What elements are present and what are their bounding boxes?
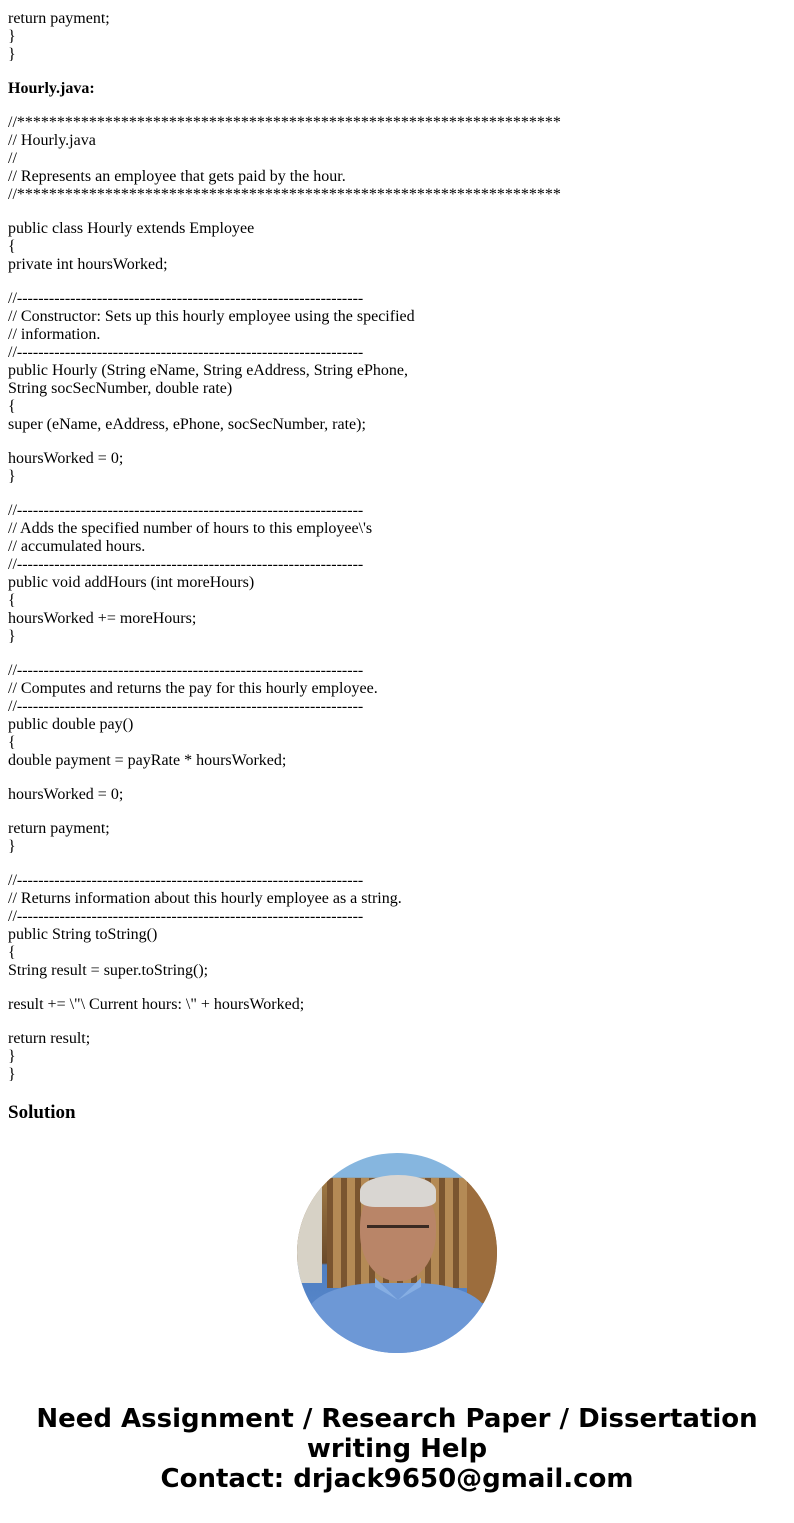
code-line: } (8, 1066, 16, 1083)
code-line: return result; (8, 1030, 91, 1047)
code-line: } (8, 46, 16, 63)
code-line: // Represents an employee that gets paid by the hour. (8, 168, 346, 185)
code-line: //----------------------------------------------------------------- (8, 698, 364, 715)
code-line: //----------------------------------------------------------------- (8, 502, 364, 519)
code-line: //----------------------------------------------------------------- (8, 344, 364, 361)
code-line: //******************************************************************** (8, 114, 561, 131)
code-line: // Adds the specified number of hours to this employee\'s (8, 520, 373, 537)
code-line: //----------------------------------------------------------------- (8, 662, 364, 679)
code-line: // Computes and returns the pay for this hourly employee. (8, 680, 378, 697)
promo-line-2: writing Help (306, 1434, 488, 1464)
code-line: { (8, 944, 16, 961)
code-line: // accumulated hours. (8, 538, 146, 555)
code-line: public void addHours (int moreHours) (8, 574, 255, 591)
code-line: return payment; (8, 10, 110, 27)
code-line: result += \"\ Current hours: \" + hoursWorked; (8, 996, 305, 1013)
code-line: // (8, 150, 17, 167)
code-line: hoursWorked += moreHours; (8, 610, 197, 627)
solution-heading: Solution (8, 1102, 76, 1123)
code-line: //******************************************************************** (8, 186, 561, 203)
code-line: } (8, 838, 16, 855)
code-line: { (8, 734, 16, 751)
code-line: // Returns information about this hourly employee as a string. (8, 890, 402, 907)
code-line: // information. (8, 326, 101, 343)
file-heading: Hourly.java: (8, 80, 95, 97)
code-line: hoursWorked = 0; (8, 450, 124, 467)
code-line: // Hourly.java (8, 132, 96, 149)
code-line: } (8, 28, 16, 45)
code-line: { (8, 238, 16, 255)
code-line: } (8, 468, 16, 485)
code-line: } (8, 1048, 16, 1065)
code-line: return payment; (8, 820, 110, 837)
code-line: private int hoursWorked; (8, 256, 168, 273)
code-line: String socSecNumber, double rate) (8, 380, 233, 397)
code-line: public String toString() (8, 926, 158, 943)
promo-line-1: Need Assignment / Research Paper / Dissertation (36, 1404, 758, 1434)
code-line: super (eName, eAddress, ePhone, socSecNumber, rate); (8, 416, 366, 433)
code-line: //----------------------------------------------------------------- (8, 908, 364, 925)
promo-contact: Contact: drjack9650@gmail.com (160, 1464, 634, 1494)
code-line: public Hourly (String eName, String eAddress, String ePhone, (8, 362, 408, 379)
author-avatar (297, 1153, 497, 1353)
code-line: //----------------------------------------------------------------- (8, 556, 364, 573)
code-line: String result = super.toString(); (8, 962, 209, 979)
code-line: { (8, 398, 16, 415)
code-line: public double pay() (8, 716, 134, 733)
code-line: double payment = payRate * hoursWorked; (8, 752, 287, 769)
code-line: { (8, 592, 16, 609)
code-line: //----------------------------------------------------------------- (8, 872, 364, 889)
code-line: } (8, 628, 16, 645)
code-line: public class Hourly extends Employee (8, 220, 255, 237)
code-line: // Constructor: Sets up this hourly employee using the specified (8, 308, 415, 325)
code-line: hoursWorked = 0; (8, 786, 124, 803)
code-line: //----------------------------------------------------------------- (8, 290, 364, 307)
